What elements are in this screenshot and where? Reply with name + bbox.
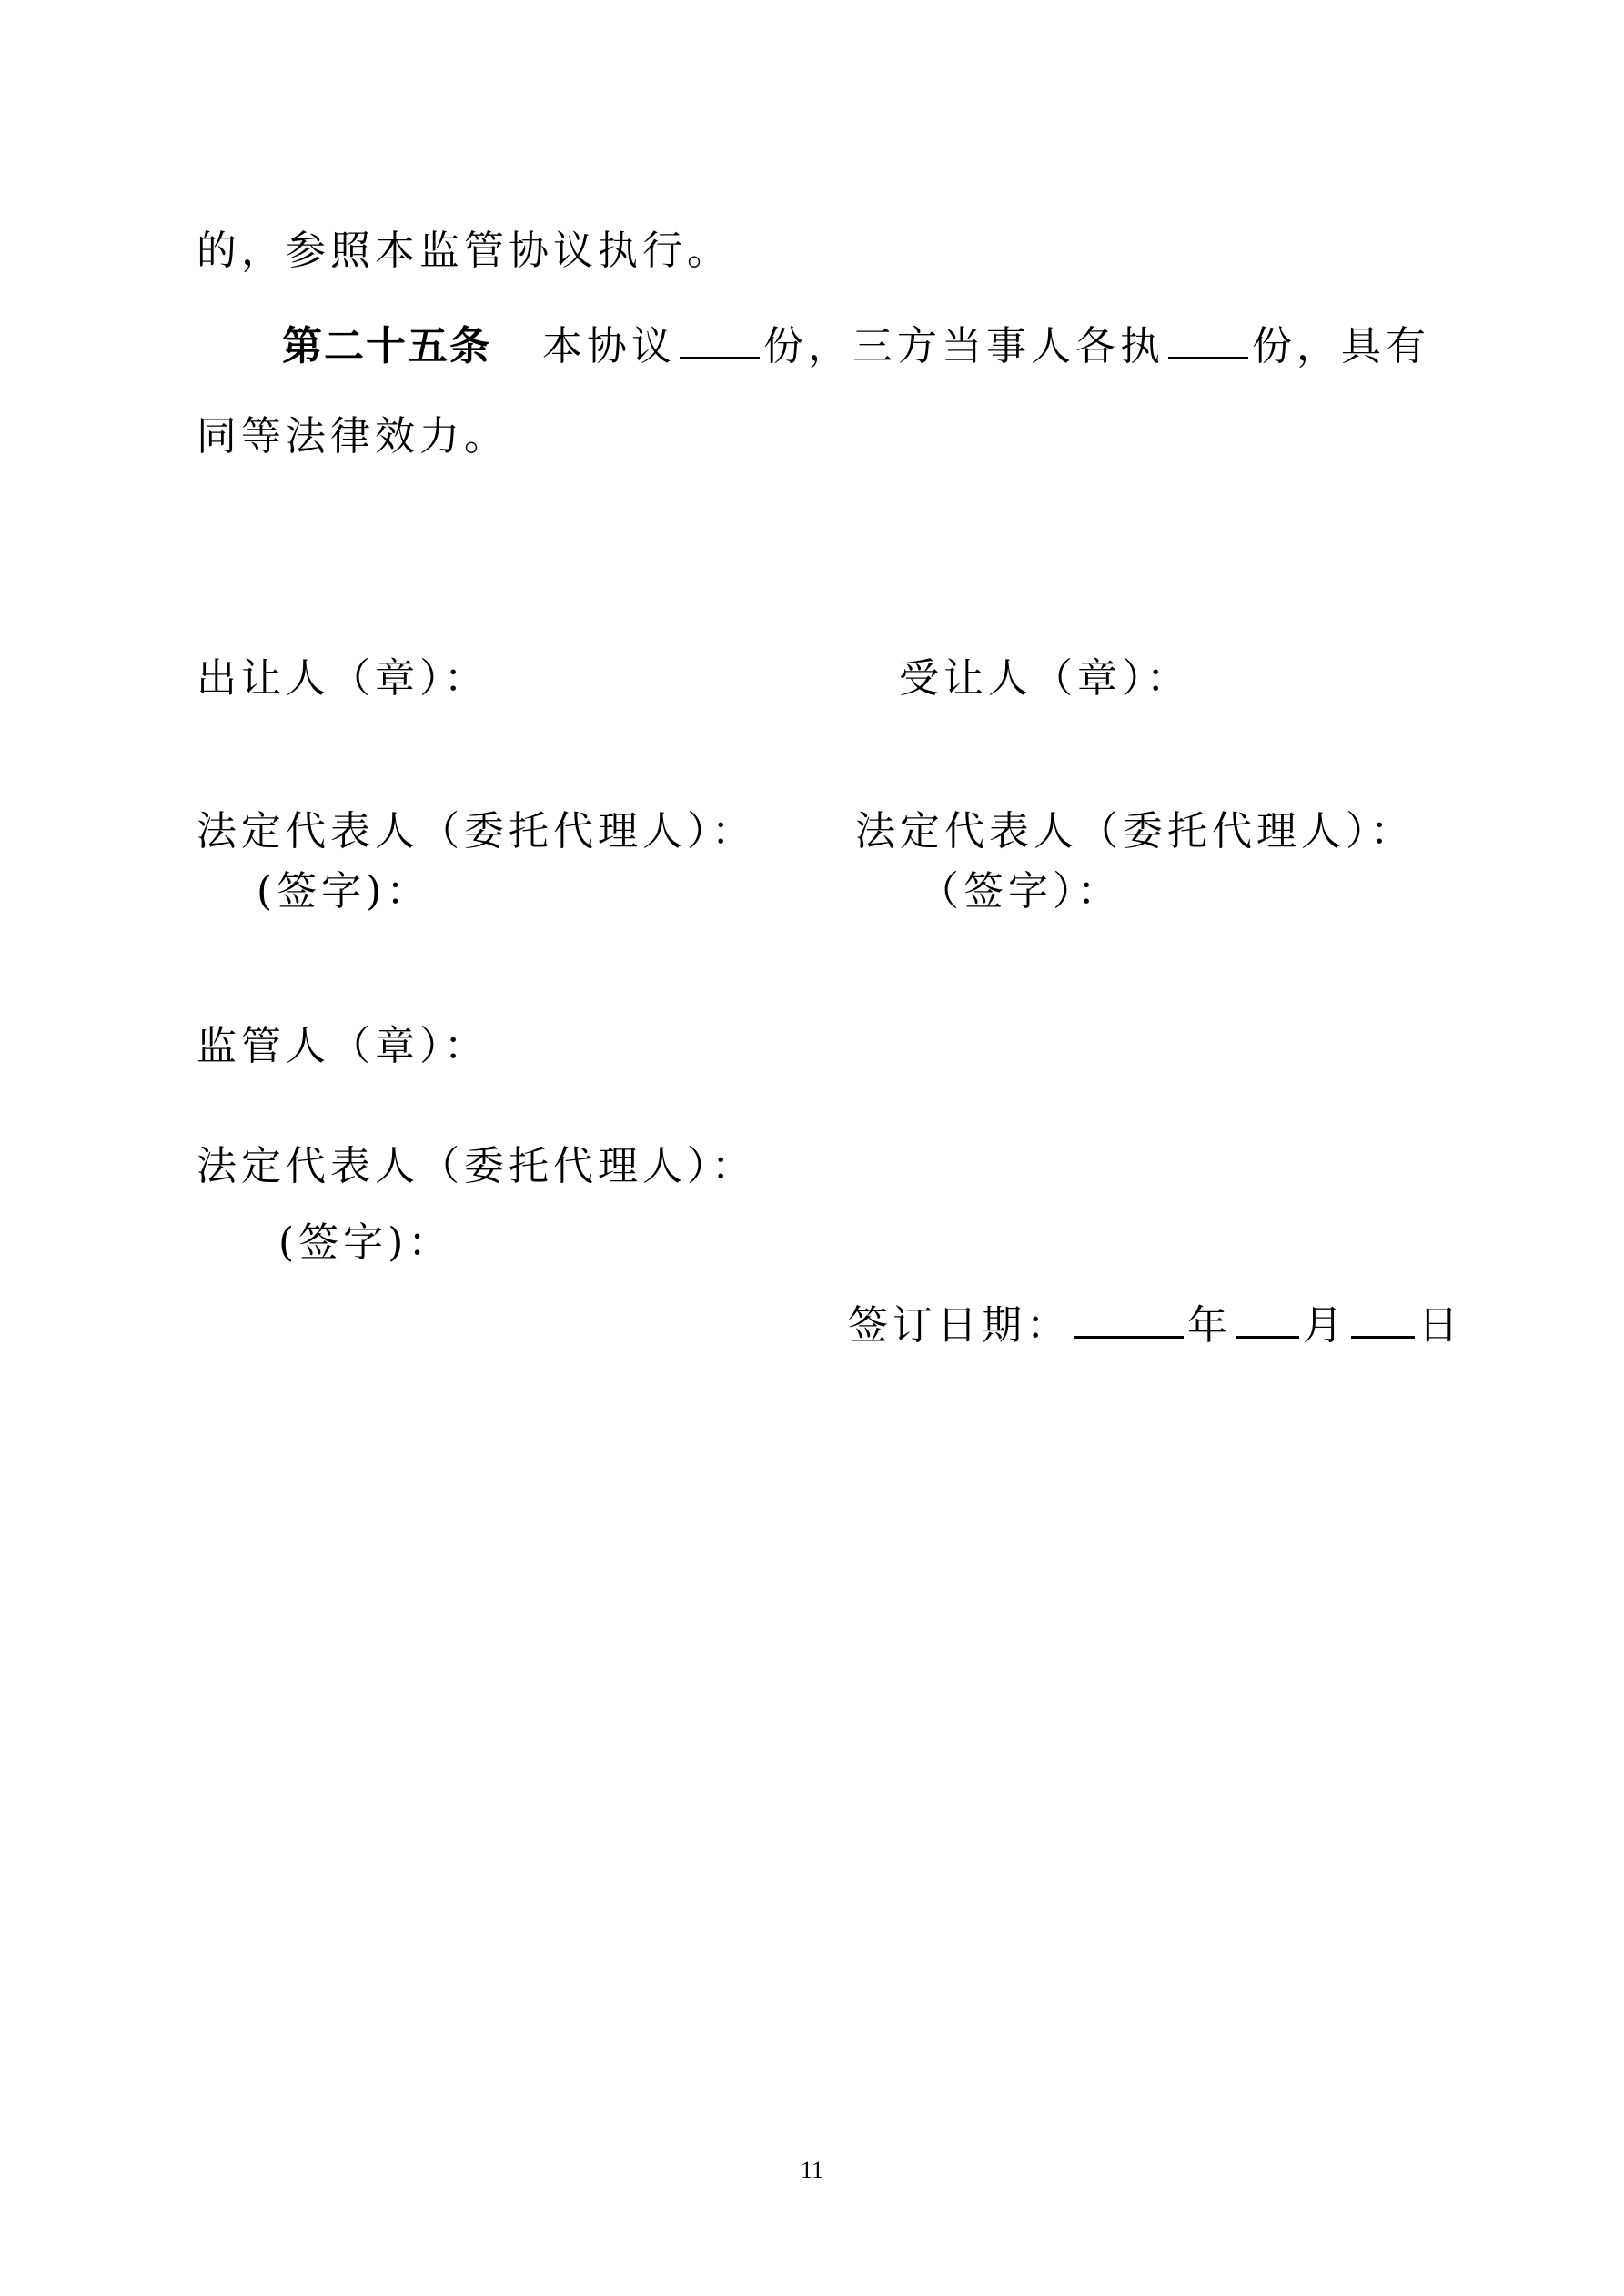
supervisor-rep-label: 法定代表人（委托代理人）： (197, 1143, 756, 1189)
day-blank[interactable] (1351, 1300, 1415, 1339)
article-25-text-1: 本协议 (542, 323, 676, 369)
article-25-heading: 第二十五条 (282, 323, 491, 369)
transferor-sign-label: (签字)： (257, 868, 431, 915)
supervisor-seal-label: 监管人（章）： (197, 1023, 489, 1069)
transferee-seal-label: 受让人（章）： (899, 655, 1191, 702)
year-blank[interactable] (1074, 1300, 1184, 1339)
article-25-text-3: 份，具有 (1252, 323, 1430, 369)
continuation-text: 的，参照本监管协议执行。 (197, 228, 731, 274)
transferee-rep-label: 法定代表人（委托代理人）： (855, 808, 1415, 855)
transferee-sign-label: （签字）： (919, 868, 1122, 915)
month-label: 月 (1303, 1302, 1347, 1349)
signing-date-line (848, 1300, 1463, 1351)
copies-each-blank[interactable] (1168, 320, 1248, 359)
supervisor-sign-label: (签字)： (278, 1219, 453, 1266)
year-label: 年 (1187, 1302, 1232, 1349)
transferor-seal-label: 出让人（章）： (197, 655, 489, 702)
page-number: 11 (800, 2157, 824, 2183)
article-25-text-2: 份，三方当事人各执 (763, 323, 1165, 369)
transferor-rep-label: 法定代表人（委托代理人）： (197, 808, 756, 855)
month-blank[interactable] (1236, 1300, 1299, 1339)
day-label: 日 (1418, 1302, 1463, 1349)
copies-total-blank[interactable] (680, 320, 760, 359)
article-25-line-2: 同等法律效力。 (197, 413, 509, 460)
signing-date-label: 签订日期： (848, 1302, 1071, 1349)
article-25-line-1 (282, 320, 1430, 372)
